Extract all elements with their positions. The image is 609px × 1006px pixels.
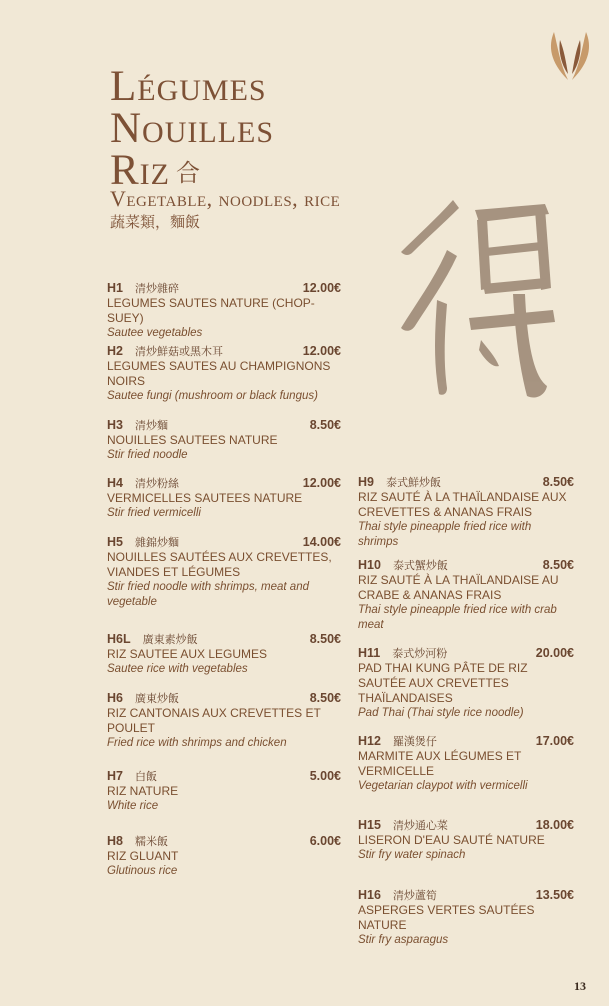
- page-title: [110, 63, 275, 195]
- item-name-cn: 廣東炒飯: [134, 692, 179, 705]
- calligraphy-decoration: [395, 190, 560, 410]
- item-price: 8.50€: [309, 632, 341, 646]
- item-name-en: Sautee vegetables: [107, 327, 203, 339]
- title-line-1: Légumes: [110, 63, 267, 110]
- item-price: 6.00€: [309, 834, 341, 848]
- item-name-en: Vegetarian claypot with vermicelli: [358, 780, 528, 792]
- item-name-cn: 清炒通心菜: [392, 819, 448, 832]
- menu-item-h16: [358, 888, 574, 948]
- item-price: 14.00€: [302, 535, 341, 549]
- item-price: 12.00€: [302, 344, 341, 358]
- item-name-en: Glutinous rice: [107, 865, 178, 877]
- title-glyph: 合: [176, 161, 201, 188]
- item-name-en: Stir fried vermicelli: [107, 507, 201, 519]
- item-name-cn: 雜錦炒麵: [134, 536, 179, 549]
- item-name-fr: RIZ SAUTÉ À LA THAÏLANDAISE AU CRABE & ANANAS FRAIS: [358, 573, 559, 602]
- title-line-3-text: Riz: [110, 147, 170, 194]
- menu-item-h6l: [107, 632, 341, 677]
- menu-item-h7: [107, 769, 341, 814]
- item-code: H16: [358, 888, 381, 902]
- item-name-fr: NOUILLES SAUTÉES AUX CREVETTES, VIANDES ET LÉGUMES: [107, 550, 332, 579]
- subtitle-cn: 蔬菜類，麵飯: [110, 213, 201, 231]
- item-name-fr: LEGUMES SAUTES NATURE (CHOP-SUEY): [107, 296, 315, 325]
- item-name-cn: 泰式炒河粉: [392, 647, 448, 660]
- item-name-en: Thai style pineapple fried rice with crab meat: [358, 604, 557, 631]
- item-name-fr: RIZ CANTONAIS AUX CREVETTES ET POULET: [107, 706, 321, 735]
- item-name-en: Sautee rice with vegetables: [107, 663, 248, 675]
- item-price: 8.50€: [309, 691, 341, 705]
- item-name-en: Stir fried noodle: [107, 449, 188, 461]
- page-number: 13: [574, 979, 586, 993]
- menu-item-h2: [107, 344, 341, 404]
- menu-item-h11: [358, 646, 574, 721]
- item-code: H9: [358, 475, 374, 489]
- item-name-cn: 清炒麵: [134, 419, 168, 432]
- item-name-cn: 清炒粉絲: [134, 477, 179, 490]
- subtitle-en: Vegetable, noodles, rice: [110, 186, 341, 211]
- item-name-en: Pad Thai (Thai style rice noodle): [358, 707, 524, 719]
- item-name-fr: PAD THAI KUNG PÂTE DE RIZ SAUTÉE AUX CREVETTES THAÏLANDAISES: [358, 661, 528, 705]
- item-price: 13.50€: [535, 888, 574, 902]
- item-price: 8.50€: [309, 418, 341, 432]
- item-name-cn: 泰式蟹炒飯: [392, 559, 448, 572]
- item-name-cn: 清炒蘆筍: [392, 889, 437, 902]
- item-code: H5: [107, 535, 123, 549]
- item-name-fr: LISERON D'EAU SAUTÉ NATURE: [358, 833, 545, 847]
- item-name-fr: RIZ NATURE: [107, 784, 179, 798]
- item-price: 5.00€: [309, 769, 341, 783]
- item-price: 18.00€: [535, 818, 574, 832]
- menu-item-h15: [358, 818, 574, 863]
- item-price: 8.50€: [542, 558, 574, 572]
- item-code: H10: [358, 558, 381, 572]
- item-name-fr: MARMITE AUX LÉGUMES ET VERMICELLE: [358, 749, 522, 778]
- item-name-cn: 白飯: [134, 770, 157, 783]
- menu-item-h6: [107, 691, 341, 751]
- item-name-en: Stir fried noodle with shrimps, meat and vegetable: [107, 581, 309, 608]
- item-name-cn: 泰式鮮炒飯: [385, 476, 441, 489]
- menu-item-h8: [107, 834, 341, 879]
- item-code: H8: [107, 834, 123, 848]
- item-price: 17.00€: [535, 734, 574, 748]
- item-name-fr: RIZ SAUTÉ À LA THAÏLANDAISE AUX CREVETTES & ANANAS FRAIS: [358, 490, 567, 519]
- item-name-en: Thai style pineapple fried rice with shrimps: [358, 521, 532, 548]
- item-code: H4: [107, 476, 123, 490]
- item-name-fr: RIZ SAUTEE AUX LEGUMES: [107, 647, 268, 661]
- item-code: H6: [107, 691, 123, 705]
- item-code: H12: [358, 734, 381, 748]
- item-code: H7: [107, 769, 123, 783]
- item-name-cn: 廣東素炒飯: [142, 633, 198, 646]
- menu-item-h10: [358, 558, 574, 633]
- item-price: 12.00€: [302, 476, 341, 490]
- menu-item-h3: [107, 418, 341, 463]
- menu-item-h1: [107, 281, 341, 341]
- item-name-en: Sautee fungi (mushroom or black fungus): [107, 390, 318, 402]
- item-name-fr: RIZ GLUANT: [107, 849, 179, 863]
- menu-item-h9: [358, 475, 574, 550]
- item-name-fr: LEGUMES SAUTES AU CHAMPIGNONS NOIRS: [107, 359, 331, 388]
- item-name-cn: 清炒雜碎: [134, 282, 179, 295]
- item-code: H2: [107, 344, 123, 358]
- item-name-cn: 糯米飯: [134, 835, 168, 848]
- item-code: H6L: [107, 632, 131, 646]
- item-code: H3: [107, 418, 123, 432]
- item-price: 12.00€: [302, 281, 341, 295]
- item-name-fr: NOUILLES SAUTEES NATURE: [107, 433, 278, 447]
- item-name-cn: 清炒鮮菇或黑木耳: [134, 345, 223, 358]
- item-name-fr: VERMICELLES SAUTEES NATURE: [107, 491, 303, 505]
- menu-item-h12: [358, 734, 574, 794]
- item-name-en: Stir fry water spinach: [358, 849, 466, 861]
- menu-item-h5: [107, 535, 341, 610]
- item-name-fr: ASPERGES VERTES SAUTÉES NATURE: [358, 903, 535, 932]
- item-code: H1: [107, 281, 123, 295]
- item-name-en: Stir fry asparagus: [358, 934, 449, 946]
- logo-icon: [546, 28, 594, 86]
- menu-item-h4: [107, 476, 341, 521]
- item-code: H15: [358, 818, 381, 832]
- item-name-en: White rice: [107, 800, 159, 812]
- item-name-cn: 羅漢煲仔: [392, 735, 437, 748]
- title-line-2: Nouilles: [110, 105, 275, 152]
- item-price: 8.50€: [542, 475, 574, 489]
- item-name-en: Fried rice with shrimps and chicken: [107, 737, 287, 749]
- item-price: 20.00€: [535, 646, 574, 660]
- item-code: H11: [358, 646, 381, 660]
